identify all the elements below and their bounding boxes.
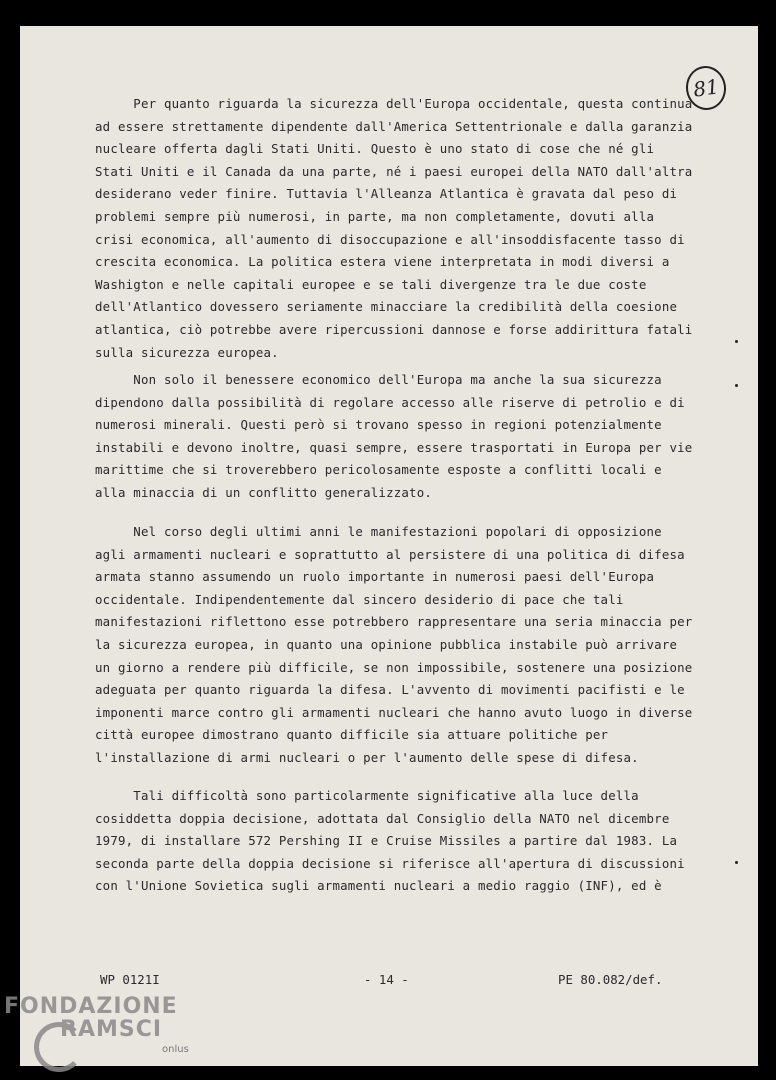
text-line: crisi economica, all'aumento di disoccupazione e all'insoddisfacente tasso di	[95, 231, 685, 247]
text-line: un giorno a rendere più difficile, se non impossibile, sostenere una posizione	[95, 659, 693, 675]
text-line: adeguata per quanto riguarda la difesa. L'avvento di movimenti pacifisti e le	[95, 682, 685, 698]
text-line: occidentale. Indipendentemente dal sincero desiderio di pace che tali	[95, 591, 624, 607]
watermark-line-1: FONDAZIONE	[4, 994, 178, 1019]
text-line: dipendono dalla possibilità di regolare accesso alle riserve di petrolio e di	[95, 394, 685, 410]
margin-mark	[735, 861, 738, 864]
watermark-line-2: RAMSCI	[60, 1017, 163, 1042]
text-line: cosiddetta doppia decisione, adottata dal Consiglio della NATO nel dicembre	[95, 810, 670, 826]
text-line: agli armamenti nucleari e soprattutto al persistere di una politica di difesa	[95, 546, 685, 562]
text-line: atlantica, ciò potrebbe avere ripercussioni dannose e forse addirittura fatali	[95, 322, 693, 337]
margin-mark	[735, 384, 738, 387]
text-line: numerosi minerali. Questi però si trovano spesso in regioni potenzialmente	[95, 417, 662, 433]
document-page	[20, 26, 758, 1066]
margin-mark	[735, 340, 738, 343]
text-line: l'installazione di armi nucleari o per l'aumento delle spese di difesa.	[95, 750, 639, 765]
text-line: Non solo il benessere economico dell'Europa ma anche la sua sicurezza	[95, 372, 662, 387]
text-line: con l'Unione Sovietica sugli armamenti nucleari a medio raggio (INF), ed è	[95, 878, 662, 894]
text-line: Washigton e nelle capitali europee e se tali divergenze tra le due coste	[95, 276, 647, 292]
footer-page-number: - 14 -	[364, 972, 409, 987]
text-line: ad essere strettamente dipendente dall'America Settentrionale e dalla garanzia	[95, 118, 693, 134]
text-line: seconda parte della doppia decisione si riferisce all'apertura di discussioni	[95, 855, 685, 871]
text-line: sulla sicurezza europea.	[95, 344, 279, 360]
text-line: Tali difficoltà sono particolarmente significative alla luce della	[95, 788, 639, 803]
text-line: imponenti marce contro gli armamenti nucleari che hanno avuto luogo in diverse	[95, 704, 693, 720]
text-line: Stati Uniti e il Canada da una parte, né i paesi europei della NATO dall'altra	[95, 163, 693, 179]
text-line: Nel corso degli ultimi anni le manifestazioni popolari di opposizione	[95, 524, 662, 539]
fondazione-gramsci-watermark	[4, 994, 189, 1055]
text-line: manifestazioni riflettono esse potrebbero rappresentare una seria minaccia per	[95, 614, 693, 630]
watermark-sub: onlus	[162, 1044, 189, 1055]
text-line: città europee dimostrano quanto difficile sia attuare politiche per	[95, 727, 609, 743]
text-line: marittime che si troverebbero pericolosamente esposte a conflitti locali e	[95, 462, 662, 478]
text-line: la sicurezza europea, in quanto una opinione pubblica instabile può arrivare	[95, 637, 678, 652]
stamp-text: 81	[691, 74, 721, 102]
watermark-g-logo-icon	[34, 1022, 84, 1072]
footer-reference: PE 80.082/def.	[558, 972, 663, 987]
text-line: alla minaccia di un conflitto generalizzato.	[95, 485, 433, 500]
text-line: nucleare offerta dagli Stati Uniti. Questo è uno stato di cose che né gli	[95, 141, 655, 157]
text-line: Per quanto riguarda la sicurezza dell'Europa occidentale, questa continua	[95, 96, 693, 111]
footer-doc-code: WP 0121I	[100, 972, 160, 987]
text-line: desiderano veder finire. Tuttavia l'Alleanza Atlantica è gravata dal peso di	[95, 186, 678, 202]
text-line: armata stanno assumendo un ruolo importante in numerosi paesi dell'Europa	[95, 569, 655, 585]
text-line: problemi sempre più numerosi, in parte, ma non completamente, dovuti alla	[95, 209, 655, 224]
text-line: crescita economica. La politica estera viene interpretata in modi diversi a	[95, 254, 670, 270]
text-line: instabili e devono inoltre, quasi sempre, essere trasportati in Europa per vie	[95, 439, 693, 455]
text-line: 1979, di installare 572 Pershing II e Cruise Missiles a partire dal 1983. La	[95, 833, 678, 849]
text-line: dell'Atlantico dovessero seriamente minacciare la credibilità della coesione	[95, 299, 678, 315]
